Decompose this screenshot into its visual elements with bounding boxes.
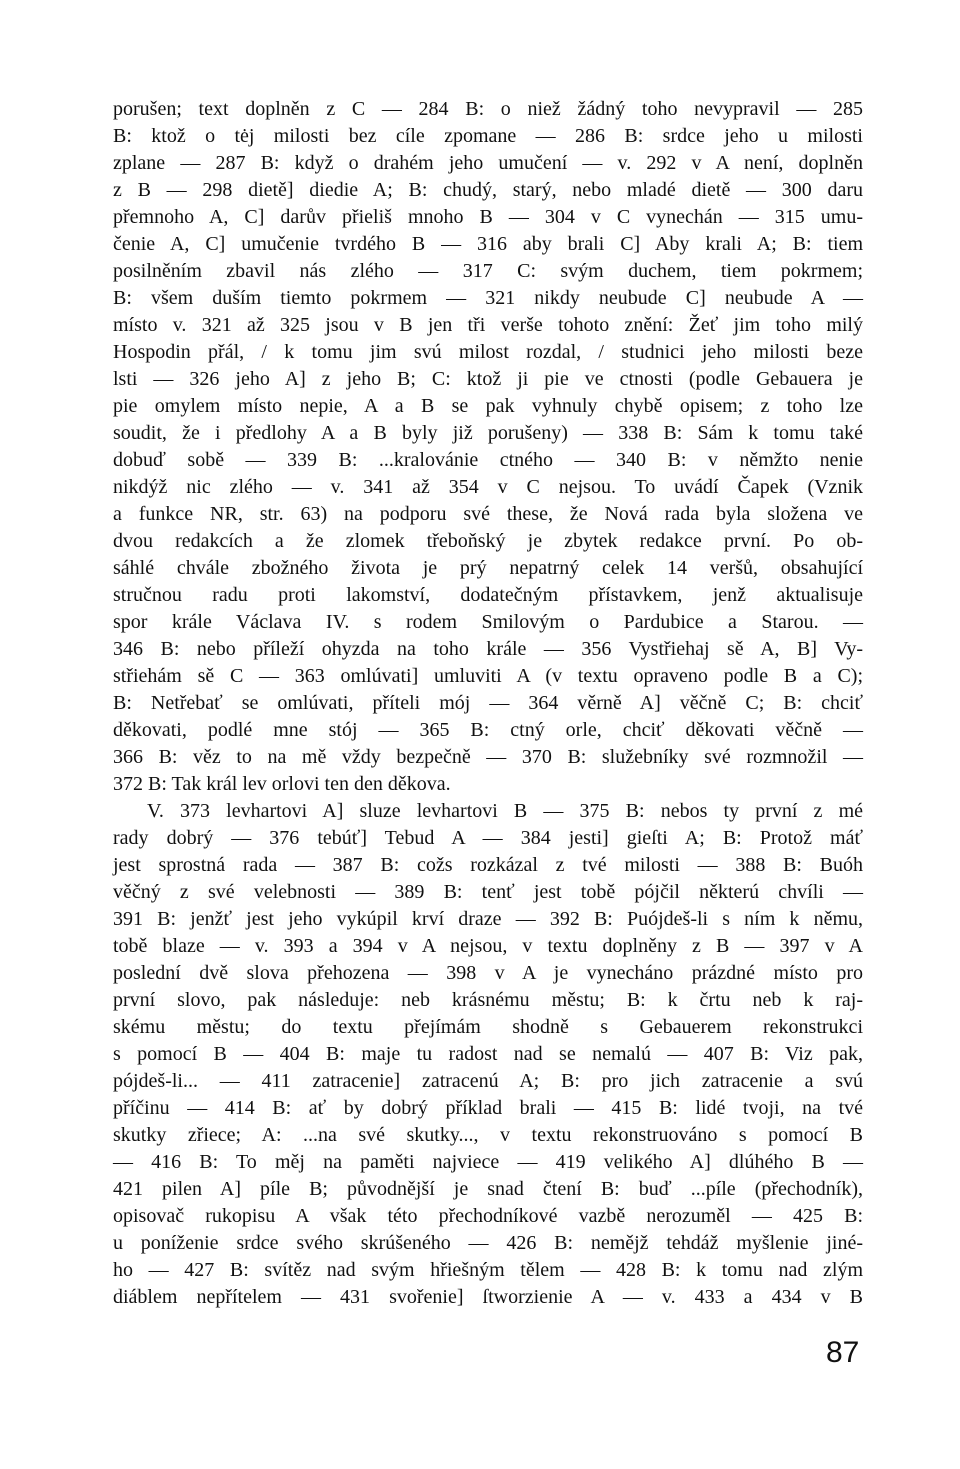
text-line: rady dobrý — 376 tebúť] Tebud A — 384 jesti] gieſti A; B: Protož máť: [113, 827, 863, 849]
text-line: první slovo, pak následuje: neb krásnému městu; B: k črtu neb k raj-: [113, 989, 863, 1011]
text-line: soudit, že i předlohy A a B byly již porušeny) — 338 B: Sám k tomu také: [113, 422, 863, 444]
text-line: opisovač rukopisu A však této přechodníkové vazbě nerozuměl — 425 B:: [113, 1205, 863, 1227]
text-line: tobě blaze — v. 393 a 394 v A nejsou, v textu doplněny z B — 397 v A: [113, 935, 863, 957]
text-line: skému městu; do textu přejímám shodně s Gebauerem rekonstrukci: [113, 1016, 863, 1038]
text-line: ho — 427 B: svítěz nad svým hřiešným tělem — 428 B: k tomu nad zlým: [113, 1259, 863, 1281]
text-line: diáblem nepřítelem — 431 svořenie] ſtworzienie A — v. 433 a 434 v B: [113, 1286, 863, 1308]
text-line: B: Netřebať se omlúvati, příteli mój — 364 věrně A] věčně C; B: chciť: [113, 692, 863, 714]
text-line: 366 B: věz to na mě vždy bezpečně — 370 B: služebníky své rozmnožil —: [113, 746, 863, 768]
body-text: [113, 96, 863, 1311]
text-line: B: všem duším tiemto pokrmem — 321 nikdy neubude C] neubude A —: [113, 287, 863, 309]
text-line: příčinu — 414 B: ať by dobrý příklad brali — 415 B: lidé tvoji, na tvé: [113, 1097, 863, 1119]
text-line: 346 B: nebo příleží ohyzda na toho krále — 356 Vystřiehaj sě A, B] Vy-: [113, 638, 863, 660]
text-line: dvou redakcích a že zlomek třeboňský je zbytek redakce první. Po ob-: [113, 530, 863, 552]
text-line: s pomocí B — 404 B: maje tu radost nad se nemalú — 407 B: Viz pak,: [113, 1043, 863, 1065]
text-line: — 416 B: To měj na paměti najviece — 419 velikého A] dlúhého B —: [113, 1151, 863, 1173]
text-line: střiehám sě C — 363 omlúvati] umluviti A (v textu opraveno podle B a C);: [113, 665, 863, 687]
text-line: V. 373 levhartovi A] sluze levhartovi B — 375 B: nebos ty první z mé: [147, 800, 863, 822]
text-line: 372 B: Tak král lev orlovi ten den děkova.: [113, 773, 451, 795]
text-line: z B — 298 dietě] diedie A; B: chudý, starý, nebo mladé dietě — 300 daru: [113, 179, 863, 201]
text-line: stručnou radu proti lakomství, dodatečným přístavkem, jenž aktualisuje: [113, 584, 863, 606]
text-line: sáhlé chvále zbožného života je prý nepatrný celek 14 veršů, obsahující: [113, 557, 863, 579]
text-line: poslední dvě slova přehozena — 398 v A je vynecháno prázdné místo pro: [113, 962, 863, 984]
text-line: pie omylem místo nepie, A a B se pak vyhnuly chybě opisem; z toho lze: [113, 395, 863, 417]
text-line: porušen; text doplněn z C — 284 B: o niež žádný toho nevypravil — 285: [113, 98, 863, 120]
text-line: místo v. 321 až 325 jsou v B jen tři verše tohoto znění: Žeť jim toho milý: [113, 314, 863, 336]
text-line: 421 pilen A] píle B; původnější je snad čtení B: buď ...píle (přechodník),: [113, 1178, 863, 1200]
text-line: čenie A, C] umučenie tvrdého B — 316 aby brali C] Aby krali A; B: tiem: [113, 233, 863, 255]
text-line: spor krále Václava IV. s rodem Smilovým o Pardubice a Starou. —: [113, 611, 863, 633]
text-line: nikdýž nic zlého — v. 341 až 354 v C nejsou. To uvádí Čapek (Vznik: [113, 476, 863, 498]
text-line: zplane — 287 B: když o drahém jeho umučení — v. 292 v A není, doplněn: [113, 152, 863, 174]
text-line: přemnoho A, C] darův přieliš mnoho B — 304 v C vynechán — 315 umu-: [113, 206, 863, 228]
text-line: lsti — 326 jeho A] z jeho B; C: ktož ji pie ve ctnosti (podle Gebauera je: [113, 368, 863, 390]
text-line: Hospodin přál, / k tomu jim svú milost rozdal, / studnici jeho milosti beze: [113, 341, 863, 363]
text-line: dobuď sobě — 339 B: ...kralovánie ctného — 340 B: v němžto nenie: [113, 449, 863, 471]
text-line: posilněním zbavil nás zlého — 317 C: svým duchem, tiem pokrmem;: [113, 260, 863, 282]
text-line: děkovati, podlé mne stój — 365 B: ctný orle, chciť děkovati věčně —: [113, 719, 863, 741]
text-line: B: ktož o tėj milosti bez cíle zpomane — 286 B: srdce jeho u milosti: [113, 125, 863, 147]
text-line: pójdeš-li... — 411 zatracenie] zatracenú A; B: pro jich zatracenie a svú: [113, 1070, 863, 1092]
text-line: a funkce NR, str. 63) na podporu své these, že Nová rada byla složena ve: [113, 503, 863, 525]
text-line: u poníženie srdce svého skrúšeného — 426 B: nemějž tehdáž myšlenie jiné-: [113, 1232, 863, 1254]
text-line: věčný z své velebnosti — 389 B: tenť jest tobě pójčil některú chvíli —: [113, 881, 863, 903]
text-line: jest sprostná rada — 387 B: cožs rozkázal z tvé milosti — 388 B: Buóh: [113, 854, 863, 876]
text-line: skutky zřiece; A: ...na své skutky..., v textu rekonstruováno s pomocí B: [113, 1124, 863, 1146]
page-number: 87: [826, 1336, 860, 1369]
text-line: 391 B: jenžť jest jeho vykúpil krví draze — 392 B: Puójdeš-li s ním k němu,: [113, 908, 863, 930]
